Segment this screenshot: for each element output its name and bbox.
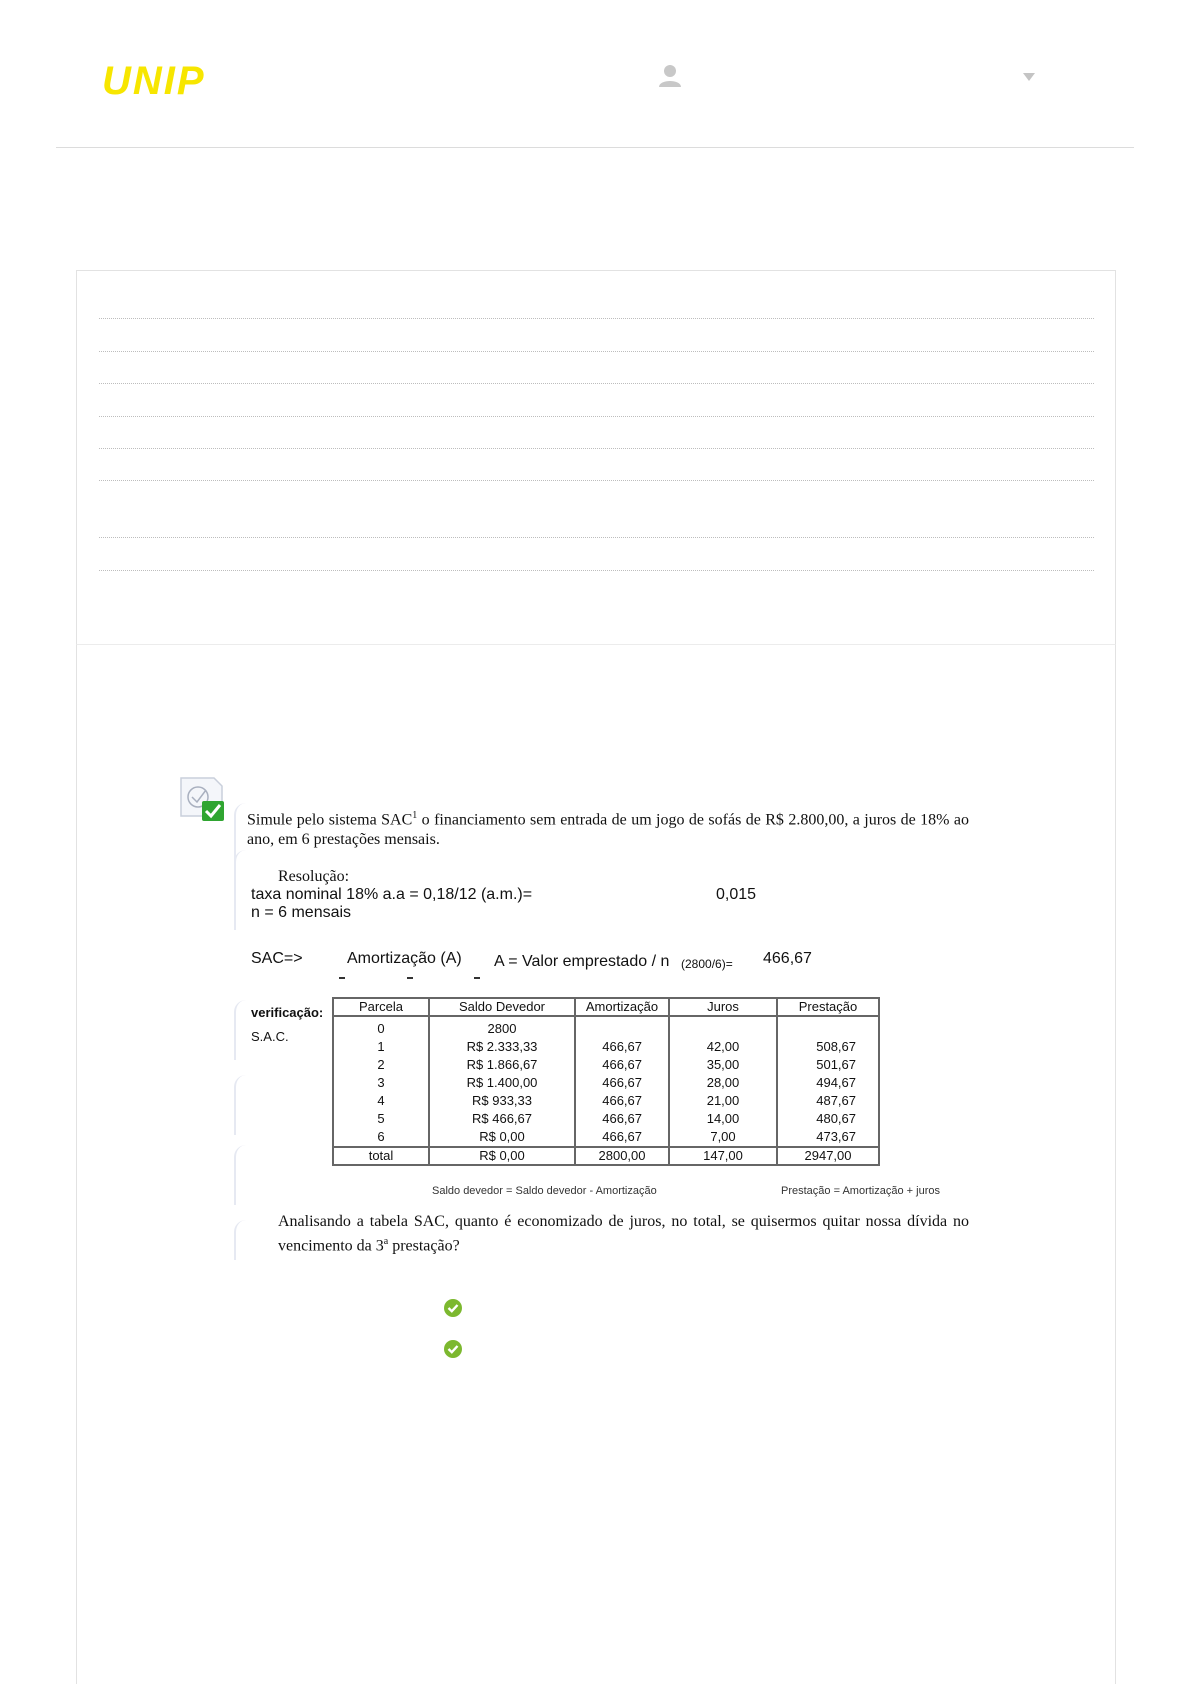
cell: R$ 933,33 <box>429 1092 575 1110</box>
check-icon <box>443 1339 463 1359</box>
content-border-left <box>76 645 77 1684</box>
col-header-prestacao: Prestação <box>777 998 879 1016</box>
dotted-line <box>99 570 1094 571</box>
table-row <box>333 1056 879 1074</box>
cell: 466,67 <box>575 1092 669 1110</box>
cell: 42,00 <box>669 1038 777 1056</box>
decorative-dash <box>474 977 480 979</box>
cell: 487,67 <box>777 1092 879 1110</box>
col-header-saldo: Saldo Devedor <box>429 998 575 1016</box>
dotted-line <box>99 448 1094 449</box>
table-row <box>333 1016 879 1038</box>
cell: total <box>333 1147 429 1165</box>
cell: 2 <box>333 1056 429 1074</box>
cell <box>669 1016 777 1038</box>
cell: R$ 0,00 <box>429 1147 575 1165</box>
col-header-juros: Juros <box>669 998 777 1016</box>
cell: 2947,00 <box>777 1147 879 1165</box>
cell: 2800,00 <box>575 1147 669 1165</box>
taxa-value: 0,015 <box>716 886 757 903</box>
dotted-line <box>99 383 1094 384</box>
table-row <box>333 1074 879 1092</box>
dotted-line <box>99 537 1094 538</box>
cell: 480,67 <box>777 1110 879 1128</box>
cell: 7,00 <box>669 1128 777 1147</box>
unip-logo[interactable] <box>102 62 280 98</box>
cell: R$ 2.333,33 <box>429 1038 575 1056</box>
cell: 4 <box>333 1092 429 1110</box>
chevron-down-icon[interactable] <box>1022 69 1036 79</box>
table-header-row <box>333 998 879 1016</box>
cell: 466,67 <box>575 1110 669 1128</box>
note-saldo: Saldo devedor = Saldo devedor - Amortização <box>432 1185 657 1197</box>
cell: 494,67 <box>777 1074 879 1092</box>
dotted-line <box>99 351 1094 352</box>
cell: 1 <box>333 1038 429 1056</box>
dotted-line <box>99 480 1094 481</box>
cell: R$ 1.866,67 <box>429 1056 575 1074</box>
cell: 147,00 <box>669 1147 777 1165</box>
cell <box>777 1016 879 1038</box>
sac-abbrev: S.A.C. <box>251 1029 289 1044</box>
formula-label: A = Valor emprestado / n <box>494 953 670 970</box>
col-header-amortizacao: Amortização <box>575 998 669 1016</box>
question-2-text: Analisando a tabela SAC, quanto é economizado de juros, no total, se quisermos quitar nossa dívida no vencimento da 3$^a$ prestação? <box>278 1213 969 1255</box>
decorative-dash <box>407 977 413 979</box>
sac-table <box>332 997 880 1166</box>
question-correct-icon <box>178 776 228 826</box>
cell: 466,67 <box>575 1128 669 1147</box>
cell: 21,00 <box>669 1092 777 1110</box>
verificacao-label: verificação: <box>251 1005 324 1020</box>
cell: 508,67 <box>777 1038 879 1056</box>
cell: 28,00 <box>669 1074 777 1092</box>
taxa-line: taxa nominal 18% a.a = 0,18/12 (a.m.)= <box>251 886 533 903</box>
check-icon <box>443 1298 463 1318</box>
cell: 466,67 <box>575 1074 669 1092</box>
top-header <box>0 0 1190 148</box>
cell: 5 <box>333 1110 429 1128</box>
cell: 0 <box>333 1016 429 1038</box>
user-avatar-icon[interactable] <box>657 64 683 88</box>
table-total-row <box>333 1147 879 1165</box>
cell: R$ 466,67 <box>429 1110 575 1128</box>
sac-label: SAC=> <box>251 950 303 967</box>
cell: 501,67 <box>777 1056 879 1074</box>
formula-calc: (2800/6)= <box>681 957 733 971</box>
dotted-line <box>99 318 1094 319</box>
cell: 14,00 <box>669 1110 777 1128</box>
table-row <box>333 1110 879 1128</box>
table-row <box>333 1038 879 1056</box>
cell: R$ 1.400,00 <box>429 1074 575 1092</box>
table-row <box>333 1128 879 1147</box>
decorative-frame <box>234 1075 306 1135</box>
decorative-frame <box>234 1145 306 1205</box>
logo-text: UNIP <box>102 62 206 98</box>
table-row <box>333 1092 879 1110</box>
cell: 6 <box>333 1128 429 1147</box>
formula-value: 466,67 <box>763 950 812 967</box>
cell: 466,67 <box>575 1038 669 1056</box>
decorative-dash <box>339 977 345 979</box>
amortizacao-label: Amortização (A) <box>347 950 462 967</box>
cell: 2800 <box>429 1016 575 1038</box>
dotted-line <box>99 416 1094 417</box>
content-border-right <box>1115 645 1116 1684</box>
cell: 3 <box>333 1074 429 1092</box>
cell: 466,67 <box>575 1056 669 1074</box>
cell <box>575 1016 669 1038</box>
resolucao-label: Resolução: <box>278 868 350 885</box>
answer-panel <box>76 270 1116 645</box>
note-prestacao: Prestação = Amortização + juros <box>781 1185 940 1197</box>
question-text: Simule pelo sistema SAC$^1$ o financiamento sem entrada de um jogo de sofás de R$ 2.800,00, a juros de 18% ao ano, em 6 prestações mensais. <box>247 810 970 849</box>
header-divider <box>56 147 1134 148</box>
cell: 35,00 <box>669 1056 777 1074</box>
n-line: n = 6 mensais <box>251 904 352 921</box>
cell: 473,67 <box>777 1128 879 1147</box>
cell: R$ 0,00 <box>429 1128 575 1147</box>
col-header-parcela: Parcela <box>333 998 429 1016</box>
